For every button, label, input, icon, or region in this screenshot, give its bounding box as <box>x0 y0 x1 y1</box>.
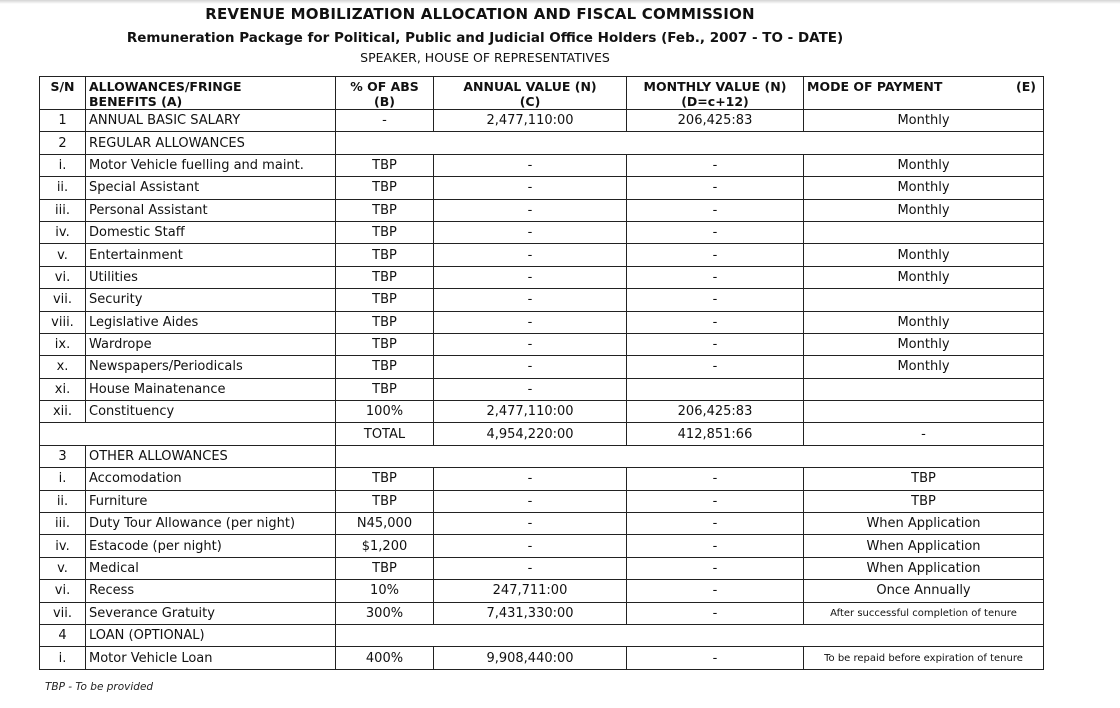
cell-abs: 400% <box>336 647 434 669</box>
cell-annual: 2,477,110:00 <box>434 110 627 132</box>
cell-annual: 247,711:00 <box>434 580 627 602</box>
cell-monthly: - <box>627 154 804 176</box>
table-row <box>40 266 1044 288</box>
cell-sn: ii. <box>40 490 86 512</box>
section-blank <box>336 624 1044 646</box>
cell-abs: TBP <box>336 356 434 378</box>
cell-mode: Once Annually <box>804 580 1044 602</box>
cell-monthly: - <box>627 266 804 288</box>
cell-allowance: Medical <box>86 557 336 579</box>
col-header-sn: S/N <box>40 77 86 110</box>
office-title: SPEAKER, HOUSE OF REPRESENTATIVES <box>360 50 610 65</box>
cell-abs: TBP <box>336 199 434 221</box>
cell-sn: iii. <box>40 513 86 535</box>
cell-sn: vii. <box>40 602 86 624</box>
cell-sn: iv. <box>40 221 86 243</box>
cell-mode: - <box>804 423 1044 445</box>
cell-sn: viii. <box>40 311 86 333</box>
cell-monthly: 412,851:66 <box>627 423 804 445</box>
cell-abs: TBP <box>336 468 434 490</box>
section-row <box>40 132 1044 154</box>
cell-monthly: - <box>627 535 804 557</box>
cell-allowance <box>86 423 336 445</box>
section-title: REGULAR ALLOWANCES <box>86 132 336 154</box>
cell-abs: TBP <box>336 557 434 579</box>
cell-sn: v. <box>40 244 86 266</box>
table-row <box>40 468 1044 490</box>
cell-mode <box>804 378 1044 400</box>
cell-allowance: Special Assistant <box>86 177 336 199</box>
cell-monthly: - <box>627 557 804 579</box>
table-row <box>40 244 1044 266</box>
cell-sn: vii. <box>40 289 86 311</box>
cell-allowance: Recess <box>86 580 336 602</box>
cell-mode: When Application <box>804 513 1044 535</box>
table-row <box>40 356 1044 378</box>
cell-allowance: Estacode (per night) <box>86 535 336 557</box>
footnote: TBP - To be provided <box>45 681 154 693</box>
cell-mode: To be repaid before expiration of tenure <box>804 647 1044 669</box>
cell-abs: TBP <box>336 154 434 176</box>
cell-monthly: - <box>627 244 804 266</box>
table-row <box>40 602 1044 624</box>
cell-annual: - <box>434 535 627 557</box>
section-row <box>40 624 1044 646</box>
cell-allowance: Utilities <box>86 266 336 288</box>
table-row <box>40 154 1044 176</box>
cell-annual: - <box>434 177 627 199</box>
table-header-row <box>40 77 1044 110</box>
cell-allowance: Security <box>86 289 336 311</box>
cell-annual: - <box>434 311 627 333</box>
document-title: REVENUE MOBILIZATION ALLOCATION AND FISCAL COMMISSION <box>205 5 755 23</box>
cell-mode: After successful completion of tenure <box>804 602 1044 624</box>
cell-annual: - <box>434 266 627 288</box>
cell-allowance: Newspapers/Periodicals <box>86 356 336 378</box>
cell-annual: - <box>434 199 627 221</box>
cell-sn: 2 <box>40 132 86 154</box>
cell-sn: xi. <box>40 378 86 400</box>
cell-allowance: Domestic Staff <box>86 221 336 243</box>
table-row <box>40 110 1044 132</box>
cell-sn: 3 <box>40 445 86 467</box>
cell-monthly: - <box>627 333 804 355</box>
cell-mode <box>804 401 1044 423</box>
total-row <box>40 423 1044 445</box>
cell-sn: 1 <box>40 110 86 132</box>
cell-sn: vi. <box>40 580 86 602</box>
cell-mode <box>804 289 1044 311</box>
cell-allowance: Personal Assistant <box>86 199 336 221</box>
col-header-annual: ANNUAL VALUE (N) (C) <box>434 77 627 110</box>
cell-mode: Monthly <box>804 311 1044 333</box>
table-row <box>40 378 1044 400</box>
cell-monthly: - <box>627 513 804 535</box>
cell-allowance: Constituency <box>86 401 336 423</box>
cell-abs: 300% <box>336 602 434 624</box>
table-row <box>40 401 1044 423</box>
table-row <box>40 221 1044 243</box>
cell-monthly <box>627 378 804 400</box>
cell-abs: $1,200 <box>336 535 434 557</box>
table-row <box>40 580 1044 602</box>
cell-mode: Monthly <box>804 333 1044 355</box>
cell-monthly: - <box>627 602 804 624</box>
cell-abs: TBP <box>336 221 434 243</box>
table-row <box>40 490 1044 512</box>
table-row <box>40 289 1044 311</box>
cell-allowance: Duty Tour Allowance (per night) <box>86 513 336 535</box>
section-row <box>40 445 1044 467</box>
cell-sn: i. <box>40 154 86 176</box>
cell-abs: TBP <box>336 490 434 512</box>
document-subtitle: Remuneration Package for Political, Public and Judicial Office Holders (Feb., 2007 - TO - DATE) <box>126 30 844 46</box>
col-header-mode: MODE OF PAYMENT (E) <box>804 77 1044 110</box>
title-block <box>0 4 960 67</box>
cell-allowance: Entertainment <box>86 244 336 266</box>
cell-monthly: - <box>627 580 804 602</box>
cell-allowance: Wardrope <box>86 333 336 355</box>
cell-allowance: Accomodation <box>86 468 336 490</box>
cell-abs: TBP <box>336 333 434 355</box>
cell-allowance: ANNUAL BASIC SALARY <box>86 110 336 132</box>
table-row <box>40 333 1044 355</box>
cell-annual: 9,908,440:00 <box>434 647 627 669</box>
cell-abs: TBP <box>336 266 434 288</box>
cell-annual: 2,477,110:00 <box>434 401 627 423</box>
table-row <box>40 199 1044 221</box>
section-title: OTHER ALLOWANCES <box>86 445 336 467</box>
cell-monthly: - <box>627 199 804 221</box>
table-row <box>40 535 1044 557</box>
cell-mode: Monthly <box>804 154 1044 176</box>
cell-annual: - <box>434 513 627 535</box>
cell-annual: - <box>434 154 627 176</box>
cell-monthly: - <box>627 289 804 311</box>
cell-allowance: Furniture <box>86 490 336 512</box>
cell-sn: 4 <box>40 624 86 646</box>
cell-mode: Monthly <box>804 177 1044 199</box>
cell-mode: When Application <box>804 557 1044 579</box>
cell-sn: i. <box>40 468 86 490</box>
cell-allowance: Severance Gratuity <box>86 602 336 624</box>
cell-sn <box>40 423 86 445</box>
cell-sn: ii. <box>40 177 86 199</box>
table-row <box>40 311 1044 333</box>
table-row <box>40 177 1044 199</box>
col-header-monthly: MONTHLY VALUE (N) (D=c+12) <box>627 77 804 110</box>
remuneration-table <box>39 76 1044 670</box>
cell-abs: 10% <box>336 580 434 602</box>
table-row <box>40 513 1044 535</box>
cell-abs: 100% <box>336 401 434 423</box>
cell-mode: Monthly <box>804 110 1044 132</box>
section-blank <box>336 445 1044 467</box>
cell-monthly: - <box>627 647 804 669</box>
cell-monthly: 206,425:83 <box>627 110 804 132</box>
cell-allowance: Motor Vehicle Loan <box>86 647 336 669</box>
cell-mode: Monthly <box>804 356 1044 378</box>
cell-mode: Monthly <box>804 244 1044 266</box>
cell-monthly: 206,425:83 <box>627 401 804 423</box>
cell-mode <box>804 221 1044 243</box>
cell-sn: ix. <box>40 333 86 355</box>
cell-sn: x. <box>40 356 86 378</box>
cell-monthly: - <box>627 177 804 199</box>
cell-monthly: - <box>627 468 804 490</box>
cell-sn: iv. <box>40 535 86 557</box>
cell-sn: iii. <box>40 199 86 221</box>
cell-sn: xii. <box>40 401 86 423</box>
cell-mode: TBP <box>804 490 1044 512</box>
cell-abs: TBP <box>336 289 434 311</box>
cell-sn: i. <box>40 647 86 669</box>
cell-abs: - <box>336 110 434 132</box>
cell-abs: TBP <box>336 244 434 266</box>
cell-mode: TBP <box>804 468 1044 490</box>
cell-annual: - <box>434 221 627 243</box>
cell-mode: Monthly <box>804 199 1044 221</box>
col-header-allowances: ALLOWANCES/FRINGE BENEFITS (A) <box>86 77 336 110</box>
cell-annual: - <box>434 490 627 512</box>
cell-annual: - <box>434 333 627 355</box>
cell-allowance: Legislative Aides <box>86 311 336 333</box>
cell-abs: TBP <box>336 311 434 333</box>
cell-annual: - <box>434 378 627 400</box>
cell-annual: - <box>434 468 627 490</box>
cell-annual: - <box>434 356 627 378</box>
cell-sn: vi. <box>40 266 86 288</box>
cell-annual: - <box>434 557 627 579</box>
cell-monthly: - <box>627 356 804 378</box>
table-row <box>40 557 1044 579</box>
cell-abs: N45,000 <box>336 513 434 535</box>
cell-sn: v. <box>40 557 86 579</box>
cell-abs: TBP <box>336 177 434 199</box>
cell-monthly: - <box>627 311 804 333</box>
cell-annual: 4,954,220:00 <box>434 423 627 445</box>
cell-annual: - <box>434 289 627 311</box>
col-header-abs: % OF ABS (B) <box>336 77 434 110</box>
cell-annual: 7,431,330:00 <box>434 602 627 624</box>
cell-monthly: - <box>627 221 804 243</box>
cell-allowance: Motor Vehicle fuelling and maint. <box>86 154 336 176</box>
cell-mode: When Application <box>804 535 1044 557</box>
cell-mode: Monthly <box>804 266 1044 288</box>
cell-monthly: - <box>627 490 804 512</box>
cell-annual: - <box>434 244 627 266</box>
section-title: LOAN (OPTIONAL) <box>86 624 336 646</box>
section-blank <box>336 132 1044 154</box>
table-row <box>40 647 1044 669</box>
cell-abs: TOTAL <box>336 423 434 445</box>
cell-allowance: House Mainatenance <box>86 378 336 400</box>
cell-abs: TBP <box>336 378 434 400</box>
